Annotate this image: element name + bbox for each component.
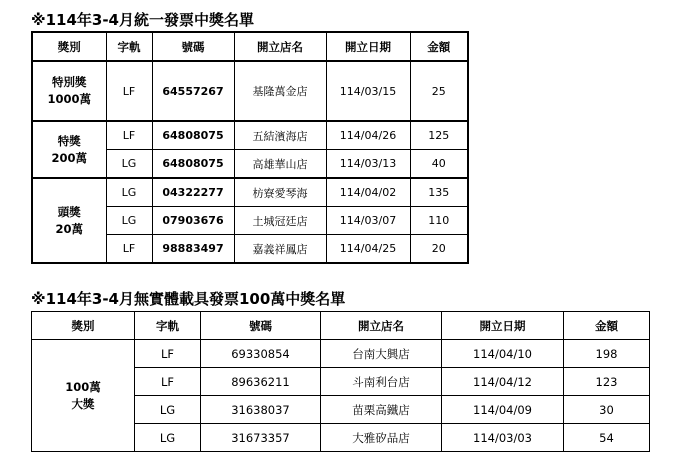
number-cell: 04322277 <box>152 178 234 207</box>
number-cell: 64808075 <box>152 150 234 179</box>
date-cell: 114/04/26 <box>326 121 410 150</box>
amount-cell: 20 <box>410 235 468 264</box>
header-amount: 金額 <box>410 32 468 61</box>
table-row <box>32 121 468 150</box>
store-cell: 苗栗高鐵店 <box>321 396 442 424</box>
amount-cell: 135 <box>410 178 468 207</box>
number-cell: 69330854 <box>201 340 321 368</box>
header-prize: 獎別 <box>32 312 135 340</box>
date-cell: 114/04/02 <box>326 178 410 207</box>
amount-cell: 30 <box>564 396 650 424</box>
track-cell: LF <box>106 61 152 121</box>
prize-amount: 1000萬 <box>47 92 91 106</box>
date-cell: 114/03/13 <box>326 150 410 179</box>
header-number: 號碼 <box>201 312 321 340</box>
track-cell: LF <box>106 235 152 264</box>
track-cell: LG <box>135 396 201 424</box>
prize-amount: 200萬 <box>51 150 87 165</box>
amount-cell: 40 <box>410 150 468 179</box>
track-cell: LG <box>106 150 152 179</box>
amount-cell: 54 <box>564 424 650 452</box>
number-cell: 98883497 <box>152 235 234 264</box>
date-cell: 114/04/09 <box>442 396 564 424</box>
table-row <box>32 178 468 207</box>
prize-cell-special <box>32 61 106 121</box>
number-cell: 64808075 <box>152 121 234 150</box>
table-header-row <box>32 32 468 61</box>
amount-cell: 110 <box>410 207 468 235</box>
header-store: 開立店名 <box>321 312 442 340</box>
number-cell: 07903676 <box>152 207 234 235</box>
header-date: 開立日期 <box>442 312 564 340</box>
track-cell: LF <box>135 368 201 396</box>
table-header-row <box>32 312 650 340</box>
store-cell: 嘉義祥鳳店 <box>234 235 326 264</box>
header-store: 開立店名 <box>234 32 326 61</box>
number-cell: 31638037 <box>201 396 321 424</box>
invoice-winners-table <box>31 31 469 264</box>
amount-cell: 125 <box>410 121 468 150</box>
track-cell: LF <box>135 340 201 368</box>
store-cell: 斗南利台店 <box>321 368 442 396</box>
header-track: 字軌 <box>106 32 152 61</box>
section1-title: ※114年3-4月統一發票中獎名單 <box>31 11 254 29</box>
date-cell: 114/03/07 <box>326 207 410 235</box>
section2-title: ※114年3-4月無實體載具發票100萬中獎名單 <box>31 290 346 308</box>
prize-amount: 20萬 <box>55 221 83 236</box>
number-cell: 64557267 <box>152 61 234 121</box>
header-amount: 金額 <box>564 312 650 340</box>
store-cell: 基隆萬金店 <box>234 61 326 121</box>
date-cell: 114/04/25 <box>326 235 410 264</box>
prize-name: 大獎 <box>71 396 95 411</box>
table-row <box>32 340 650 368</box>
header-prize: 獎別 <box>32 32 106 61</box>
track-cell: LG <box>106 178 152 207</box>
date-cell: 114/03/15 <box>326 61 410 121</box>
store-cell: 台南大興店 <box>321 340 442 368</box>
amount-cell: 123 <box>564 368 650 396</box>
store-cell: 高雄華山店 <box>234 150 326 179</box>
track-cell: LG <box>106 207 152 235</box>
number-cell: 31673357 <box>201 424 321 452</box>
header-number: 號碼 <box>152 32 234 61</box>
prize-cell-million <box>32 340 135 452</box>
header-track: 字軌 <box>135 312 201 340</box>
date-cell: 114/04/10 <box>442 340 564 368</box>
amount-cell: 198 <box>564 340 650 368</box>
number-cell: 89636211 <box>201 368 321 396</box>
prize-amount: 100萬 <box>65 379 101 394</box>
store-cell: 枋寮愛琴海 <box>234 178 326 207</box>
store-cell: 五結濱海店 <box>234 121 326 150</box>
prize-cell-first <box>32 178 106 263</box>
date-cell: 114/03/03 <box>442 424 564 452</box>
no-carrier-winners-table <box>31 311 650 452</box>
table-row <box>32 61 468 121</box>
prize-name: 特獎 <box>57 133 81 148</box>
date-cell: 114/04/12 <box>442 368 564 396</box>
store-cell: 土城冠廷店 <box>234 207 326 235</box>
header-date: 開立日期 <box>326 32 410 61</box>
amount-cell: 25 <box>410 61 468 121</box>
track-cell: LG <box>135 424 201 452</box>
store-cell: 大雅矽品店 <box>321 424 442 452</box>
prize-name: 特別獎 <box>52 75 87 89</box>
track-cell: LF <box>106 121 152 150</box>
prize-name: 頭獎 <box>57 204 81 219</box>
prize-cell-grand <box>32 121 106 178</box>
